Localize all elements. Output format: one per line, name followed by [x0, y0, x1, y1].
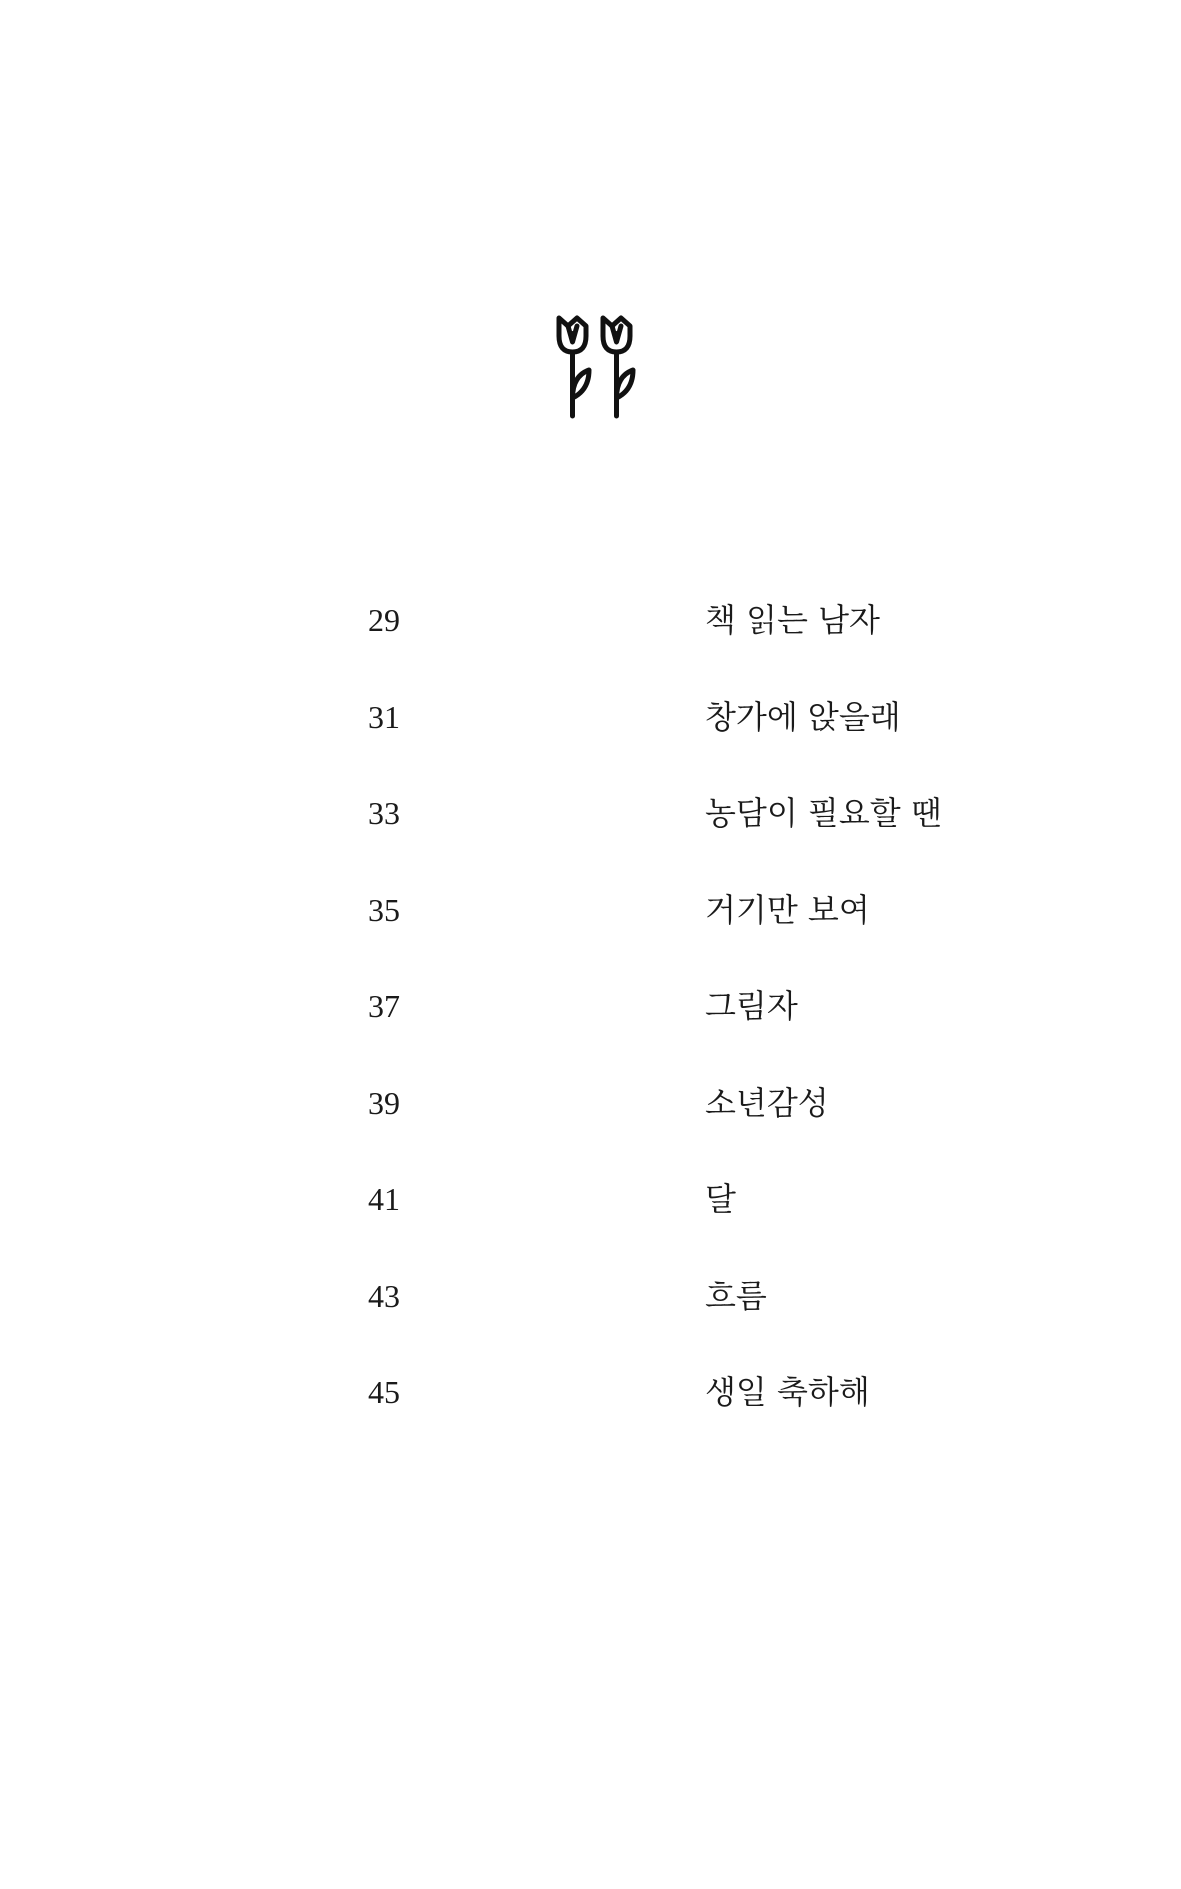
toc-title: 거기만 보여 [705, 890, 870, 929]
toc-page-number: 41 [368, 1181, 400, 1217]
toc-entry [0, 1276, 1181, 1373]
toc-title: 창가에 앉을래 [705, 697, 901, 736]
toc-entry [0, 1179, 1181, 1276]
toc-page-number: 33 [368, 795, 400, 831]
toc-title: 흐름 [705, 1276, 767, 1315]
toc-page-number: 29 [368, 602, 400, 638]
toc-page-number: 35 [368, 891, 400, 928]
toc-entry [0, 793, 1181, 890]
toc-entry [0, 1083, 1181, 1180]
toc-title: 소년감성 [705, 1083, 829, 1122]
toc-page-number: 39 [368, 1084, 400, 1121]
toc-entry [0, 986, 1181, 1083]
toc-title: 그림자 [705, 987, 798, 1025]
toc-page-number: 43 [368, 1277, 400, 1314]
table-of-contents [0, 600, 1181, 1469]
toc-page-number: 31 [368, 698, 400, 735]
toc-title: 농담이 필요할 땐 [705, 794, 942, 832]
toc-entry [0, 890, 1181, 987]
toc-entry [0, 697, 1181, 794]
tulips-icon [555, 312, 637, 420]
toc-title: 달 [705, 1180, 736, 1218]
toc-title: 책 읽는 남자 [705, 601, 880, 639]
toc-title: 생일 축하해 [705, 1373, 870, 1411]
toc-entry [0, 1372, 1181, 1469]
toc-page-number: 45 [368, 1374, 400, 1410]
toc-page-number: 37 [368, 988, 400, 1024]
toc-entry [0, 600, 1181, 697]
